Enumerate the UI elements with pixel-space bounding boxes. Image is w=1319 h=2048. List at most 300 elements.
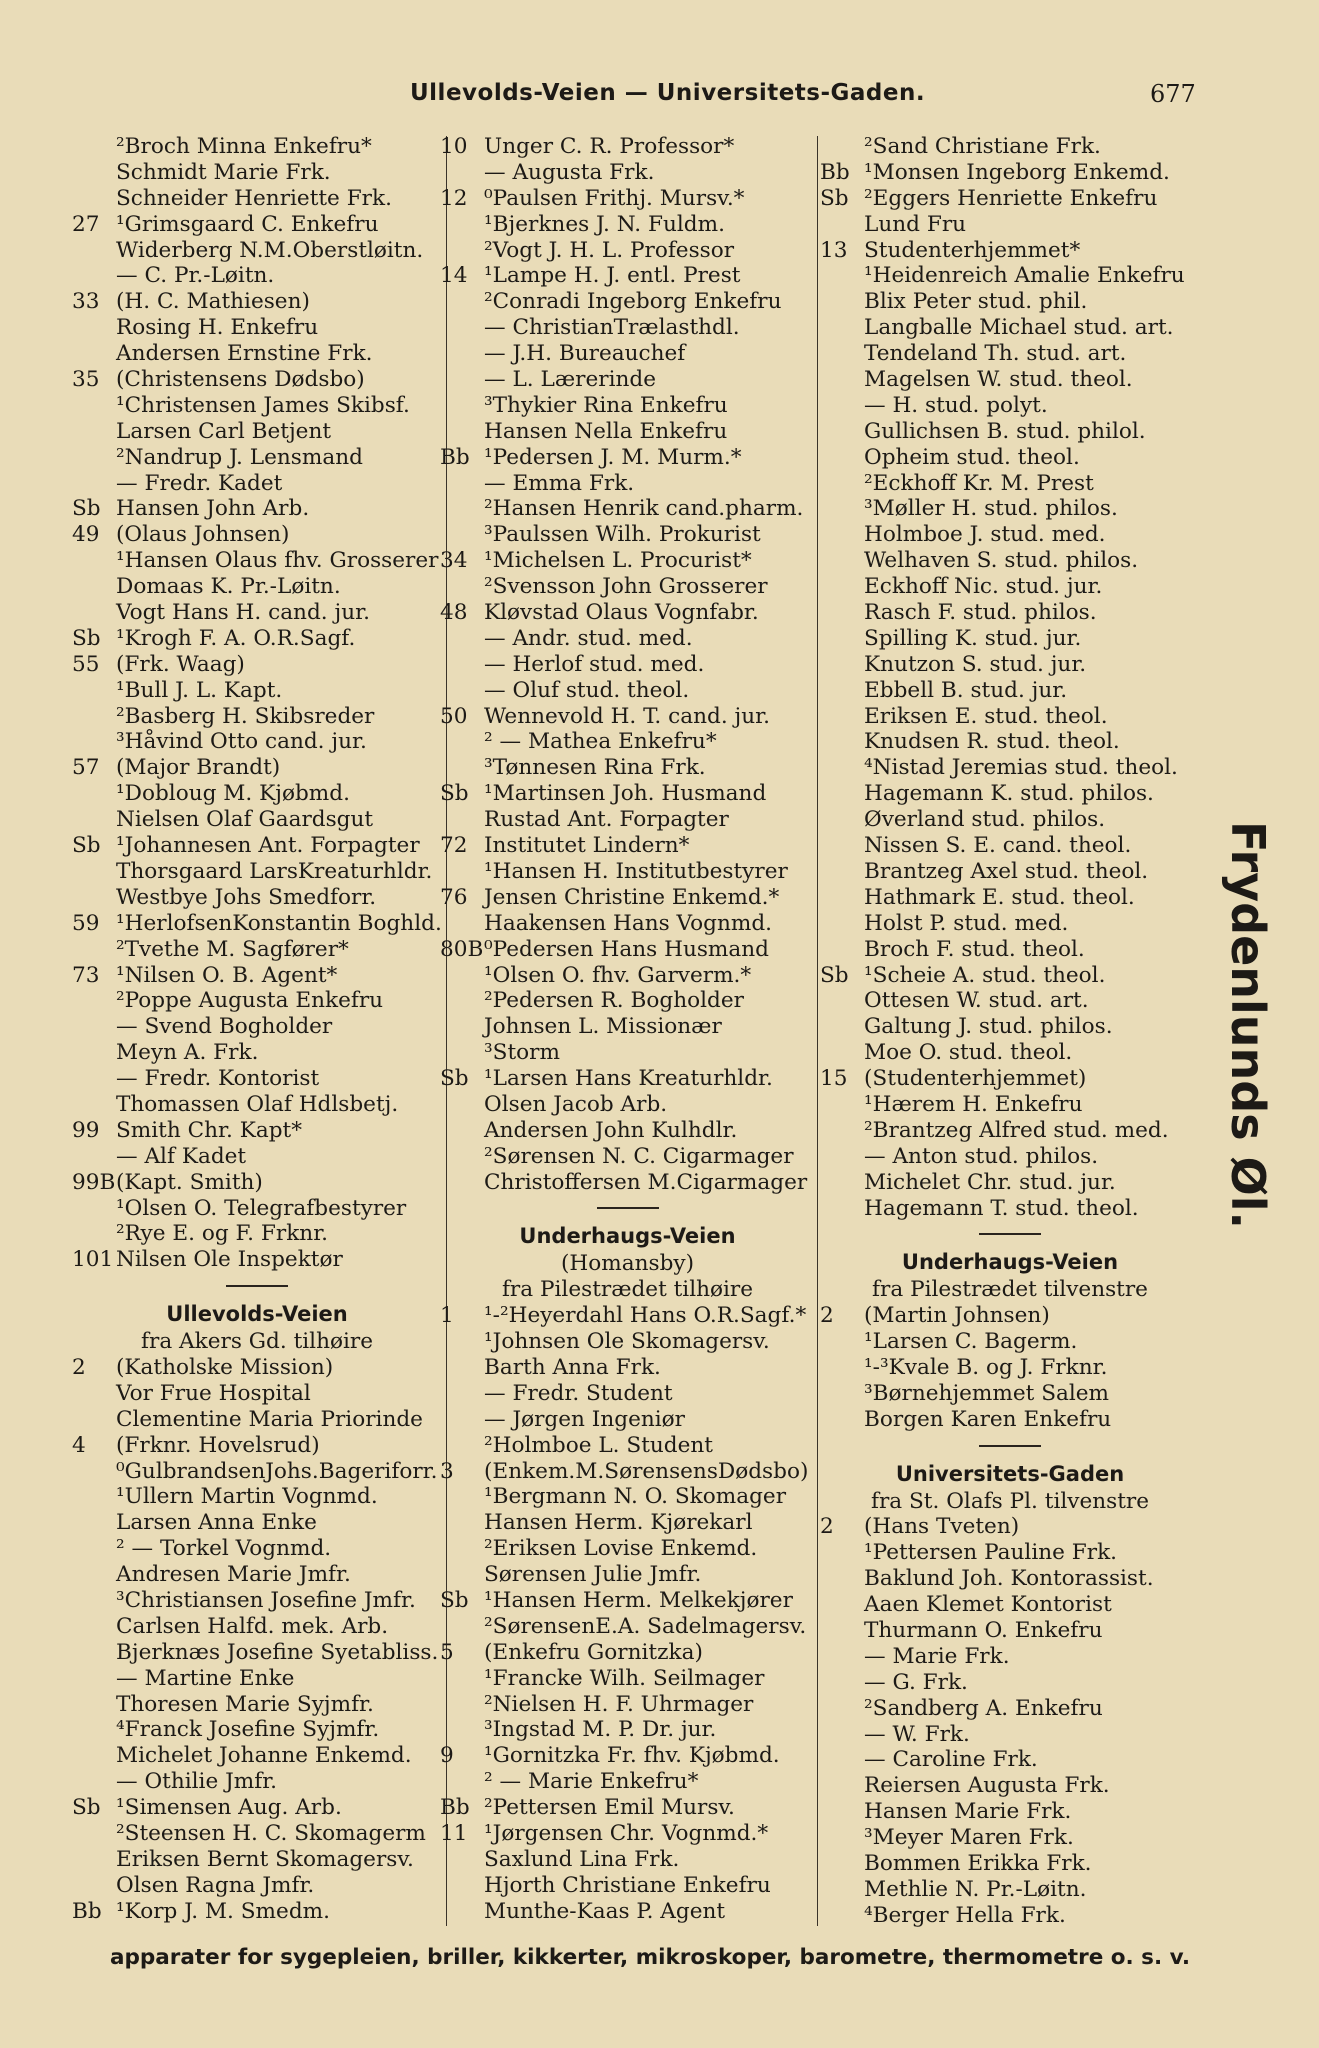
resident-text: (Martin Johnsen) [864, 1303, 1050, 1329]
directory-entry [72, 574, 442, 600]
directory-entry [72, 1640, 442, 1666]
directory-entry [820, 988, 1200, 1014]
directory-entry [440, 1459, 815, 1485]
resident-text: ¹Johannesen Ant. Forpagter [116, 833, 420, 859]
resident-text: ¹Michelsen L. Procurist* [484, 548, 752, 574]
directory-entry [820, 755, 1200, 781]
resident-text: ²Basberg H. Skibsreder [116, 703, 375, 729]
resident-text: Barth Anna Frk. [484, 1354, 661, 1380]
resident-text: Thoresen Marie Syjmfr. [116, 1691, 374, 1717]
directory-entry [440, 704, 815, 730]
resident-text: Haakensen Hans Vognmd. [484, 910, 773, 936]
street-subheading: fra Pilestrædet tilvenstre [872, 1277, 1148, 1303]
directory-entry [440, 393, 815, 419]
street-heading: Underhaugs-Veien [519, 1224, 736, 1249]
directory-entry [820, 1877, 1200, 1903]
directory-entry [440, 471, 815, 497]
directory-entry [820, 807, 1200, 833]
resident-text: Nissen S. E. cand. theol. [864, 833, 1132, 859]
resident-text: Studenterhjemmet* [864, 237, 1081, 263]
resident-text: Reiersen Augusta Frk. [864, 1773, 1110, 1799]
resident-text: ²Svensson John Grosserer [484, 574, 768, 600]
resident-text: — Oluf stud. theol. [484, 677, 690, 703]
resident-text: Gullichsen B. stud. philol. [864, 418, 1146, 444]
resident-text: ¹Bjerknes J. N. Fuldm. [484, 211, 725, 237]
resident-text: ¹Gornitzka Fr. fhv. Kjøbmd. [484, 1743, 780, 1769]
directory-entry [72, 1899, 442, 1925]
directory-entry [820, 911, 1200, 937]
directory-entry [72, 315, 442, 341]
resident-text: Hagemann T. stud. theol. [864, 1195, 1139, 1221]
directory-entry [72, 626, 442, 652]
directory-entry [440, 1769, 815, 1795]
resident-text: ⁴Berger Hella Frk. [864, 1902, 1066, 1928]
directory-entry [72, 186, 442, 212]
resident-text: Unger C. R. Professor* [484, 134, 735, 159]
resident-text: — Emma Frk. [484, 470, 635, 496]
directory-entry [440, 315, 815, 341]
resident-text: Olsen Jacob Arb. [484, 1091, 668, 1117]
resident-text: Eriksen E. stud. theol. [864, 703, 1108, 729]
directory-entry [440, 729, 815, 755]
resident-text: — H. stud. polyt. [864, 392, 1048, 418]
resident-text: Welhaven S. stud. philos. [864, 548, 1139, 574]
resident-text: Schmidt Marie Frk. [116, 159, 331, 185]
resident-text: Institutet Lindern* [484, 833, 690, 859]
directory-entry [820, 1618, 1200, 1644]
street-subheading: fra Pilestrædet tilhøire [501, 1277, 754, 1303]
resident-text: Hansen Herm. Kjørekarl [484, 1510, 753, 1536]
directory-entry [72, 1221, 442, 1247]
resident-text: Saxlund Lina Frk. [484, 1846, 680, 1872]
directory-entry [440, 419, 815, 445]
directory-entry [820, 833, 1200, 859]
resident-text: — G. Frk. [864, 1669, 968, 1695]
resident-text: Carlsen Halfd. mek. Arb. [116, 1613, 389, 1639]
resident-text: (H. C. Mathiesen) [116, 289, 310, 315]
resident-text: Thorsgaard LarsKreaturhldr. [116, 858, 433, 884]
resident-text: ²Eckhoff Kr. M. Prest [864, 470, 1094, 496]
directory-entry [440, 1692, 815, 1718]
directory-entry [440, 859, 815, 885]
directory-entry [820, 1670, 1200, 1696]
directory-entry [440, 1717, 815, 1743]
resident-text: — Svend Bogholder [116, 1014, 333, 1040]
directory-entry [440, 1170, 815, 1196]
house-number: Sb [820, 185, 849, 211]
resident-text: ⁰Pedersen Hans Husmand [484, 936, 770, 962]
resident-text: ¹Lampe H. J. entl. Prest [484, 263, 741, 289]
resident-text: — Jørgen Ingeniør [484, 1406, 685, 1432]
directory-entry [72, 1614, 442, 1640]
directory-entry [72, 1066, 442, 1092]
directory-entry [820, 160, 1200, 186]
resident-text: Andresen Marie Jmfr. [116, 1562, 351, 1588]
house-number: 80B [440, 936, 484, 962]
directory-entry [72, 1170, 442, 1196]
directory-entry [440, 988, 815, 1014]
directory-entry [440, 1040, 815, 1066]
section-divider [72, 1273, 442, 1299]
house-number: 33 [72, 289, 100, 315]
directory-entry [72, 1873, 442, 1899]
section-divider [820, 1221, 1200, 1247]
resident-text: Ebbell B. stud. jur. [864, 677, 1068, 703]
directory-entry [440, 1407, 815, 1433]
resident-text: ²Sand Christiane Frk. [864, 134, 1101, 159]
directory-entry [820, 1903, 1200, 1929]
resident-text: Domaas K. Pr.-Løitn. [116, 574, 341, 600]
directory-entry [440, 1066, 815, 1092]
resident-text: Ottesen W. stud. art. [864, 988, 1089, 1014]
resident-text: (Hans Tveten) [864, 1514, 1020, 1540]
directory-entry [440, 1640, 815, 1666]
house-number: 99B [72, 1169, 116, 1195]
house-number: 10 [440, 134, 468, 159]
resident-text: (Frknr. Hovelsrud) [116, 1432, 320, 1458]
directory-entry [72, 341, 442, 367]
directory-entry [440, 341, 815, 367]
directory-entry [820, 937, 1200, 963]
directory-entry [440, 1484, 815, 1510]
resident-text: Lund Fru [864, 211, 967, 237]
directory-entry [440, 652, 815, 678]
resident-text: Schneider Henriette Frk. [116, 185, 392, 211]
street-heading: Ullevolds-Veien [166, 1302, 348, 1327]
resident-text: ¹Scheie A. stud. theol. [864, 962, 1106, 988]
resident-text: Rustad Ant. Forpagter [484, 807, 729, 833]
directory-entry [72, 1144, 442, 1170]
directory-entry [820, 1540, 1200, 1566]
resident-text: ¹HerlofsenKonstantin Boghld. [116, 910, 442, 936]
resident-text: ²Poppe Augusta Enkefru [116, 988, 384, 1014]
directory-entry [72, 522, 442, 548]
directory-entry [440, 937, 815, 963]
page-number: 677 [1150, 80, 1196, 108]
directory-entry [820, 1066, 1200, 1092]
directory-entry [72, 1196, 442, 1222]
directory-entry [440, 522, 815, 548]
footer-advert: apparater for sygepleien, briller, kikkerter, mikroskoper, barometre, thermometre o. s. v. [110, 1945, 1191, 1970]
resident-text: Bjerknæs Josefine Syetabliss. [116, 1639, 439, 1665]
directory-entry [72, 600, 442, 626]
directory-entry [440, 186, 815, 212]
directory-entry [820, 859, 1200, 885]
directory-entry [72, 1433, 442, 1459]
resident-text: Øverland stud. philos. [864, 807, 1106, 833]
resident-text: (Frk. Waag) [116, 651, 245, 677]
directory-entry [440, 833, 815, 859]
resident-text: Langballe Michael stud. art. [864, 315, 1174, 341]
house-number: Sb [440, 1587, 469, 1613]
resident-text: ⁴Franck Josefine Syjmfr. [116, 1717, 380, 1743]
resident-text: Moe O. stud. theol. [864, 1040, 1073, 1066]
resident-text: Hansen Marie Frk. [864, 1799, 1072, 1825]
directory-entry [440, 600, 815, 626]
resident-text: ²Holmboe L. Student [484, 1432, 713, 1458]
directory-entry [72, 1795, 442, 1821]
directory-entry [820, 600, 1200, 626]
house-number: 55 [72, 651, 100, 677]
house-number: Sb [72, 1795, 101, 1821]
house-number: 76 [440, 884, 468, 910]
directory-entry [820, 1644, 1200, 1670]
resident-text: Michelet Johanne Enkemd. [116, 1743, 412, 1769]
house-number: Sb [72, 496, 101, 522]
resident-text: Borgen Karen Enkefru [864, 1406, 1112, 1432]
directory-entry [72, 807, 442, 833]
resident-text: Thurmann O. Enkefru [864, 1617, 1103, 1643]
resident-text: ³Børnehjemmet Salem [864, 1380, 1110, 1406]
directory-entry [440, 160, 815, 186]
directory-entry [440, 781, 815, 807]
directory-entry [440, 1014, 815, 1040]
resident-text: Munthe-Kaas P. Agent [484, 1898, 726, 1924]
directory-entry [820, 238, 1200, 264]
resident-text: Christoffersen M.Cigarmager [484, 1169, 808, 1195]
resident-text: ² — Mathea Enkefru* [484, 729, 717, 755]
directory-entry [72, 263, 442, 289]
directory-entry [820, 1329, 1200, 1355]
resident-text: ²Hansen Henrik cand.pharm. [484, 496, 804, 522]
directory-entry [72, 367, 442, 393]
directory-entry [820, 626, 1200, 652]
resident-text: ¹Hansen Herm. Melkekjører [484, 1587, 793, 1613]
directory-entry [820, 1514, 1200, 1540]
directory-entry [820, 885, 1200, 911]
directory-entry [440, 1795, 815, 1821]
directory-entry [820, 1170, 1200, 1196]
resident-text: ²Eggers Henriette Enkefru [864, 185, 1158, 211]
resident-text: Nielsen Olaf Gaardsgut [116, 807, 374, 833]
directory-entry [72, 1536, 442, 1562]
resident-text: Hathmark E. stud. theol. [864, 884, 1135, 910]
resident-text: ¹Krogh F. A. O.R.Sagf. [116, 625, 356, 651]
resident-text: ¹Dobloug M. Kjøbmd. [116, 781, 350, 807]
resident-text: Broch F. stud. theol. [864, 936, 1085, 962]
directory-entry [72, 833, 442, 859]
resident-text: ¹Larsen C. Bagerm. [864, 1329, 1078, 1355]
resident-text: ¹Nilsen O. B. Agent* [116, 962, 338, 988]
house-number: Sb [440, 781, 469, 807]
directory-entry [820, 652, 1200, 678]
resident-text: Larsen Anna Enke [116, 1510, 317, 1536]
house-number: 2 [820, 1514, 834, 1540]
house-number: Sb [72, 833, 101, 859]
resident-text: Magelsen W. stud. theol. [864, 367, 1133, 393]
directory-entry [440, 807, 815, 833]
resident-text: ¹Larsen Hans Kreaturhldr. [484, 1066, 773, 1092]
resident-text: ¹Hansen Olaus fhv. Grosserer [116, 548, 439, 574]
resident-text: ²SørensenE.A. Sadelmagersv. [484, 1613, 807, 1639]
directory-entry [820, 1747, 1200, 1773]
directory-entry [72, 859, 442, 885]
directory-entry [72, 911, 442, 937]
directory-entry [72, 729, 442, 755]
house-number: Sb [440, 1066, 469, 1092]
house-number: 101 [72, 1247, 114, 1273]
directory-entry [440, 212, 815, 238]
directory-entry [72, 1118, 442, 1144]
directory-entry [440, 1118, 815, 1144]
directory-entry [440, 963, 815, 989]
resident-text: ²Rye E. og F. Frknr. [116, 1221, 329, 1247]
directory-entry [820, 1773, 1200, 1799]
resident-text: (Christensens Dødsbo) [116, 367, 365, 393]
directory-entry [440, 1847, 815, 1873]
directory-entry [72, 1562, 442, 1588]
resident-text: ²Steensen H. C. Skomagerm [116, 1821, 426, 1846]
resident-text: Knutzon S. stud. jur. [864, 651, 1087, 677]
resident-text: ³Storm [484, 1040, 560, 1066]
resident-text: — Andr. stud. med. [484, 625, 693, 651]
directory-entry [820, 471, 1200, 497]
resident-text: — J.H. Bureauchef [484, 341, 686, 367]
directory-entry [440, 367, 815, 393]
directory-entry [72, 781, 442, 807]
resident-text: ¹Grimsgaard C. Enkefru [116, 211, 379, 237]
resident-text: — Fredr. Student [484, 1380, 673, 1406]
house-number: Bb [440, 1795, 470, 1821]
directory-entry [440, 1092, 815, 1118]
directory-entry [820, 729, 1200, 755]
resident-text: Aaen Klemet Kontorist [864, 1592, 1112, 1618]
resident-text: — ChristianTrælasthdl. [484, 315, 740, 341]
house-number: 15 [820, 1066, 848, 1092]
resident-text: ¹Jørgensen Chr. Vognmd.* [484, 1821, 769, 1846]
directory-entry [820, 1355, 1200, 1381]
directory-entry [72, 548, 442, 574]
resident-text: ² — Torkel Vognmd. [116, 1536, 332, 1562]
resident-text: ²Eriksen Lovise Enkemd. [484, 1536, 758, 1562]
house-number: 9 [440, 1743, 454, 1769]
resident-text: ¹Francke Wilh. Seilmager [484, 1665, 765, 1691]
resident-text: Eriksen Bernt Skomagersv. [116, 1846, 414, 1872]
resident-text: ²Pedersen R. Bogholder [484, 988, 744, 1014]
directory-entry [72, 963, 442, 989]
directory-entry [72, 1040, 442, 1066]
directory-entry [440, 238, 815, 264]
directory-entry [440, 1303, 815, 1329]
house-number: 50 [440, 703, 468, 729]
directory-entry [820, 781, 1200, 807]
directory-entry [72, 937, 442, 963]
directory-entry [820, 341, 1200, 367]
resident-text: Wennevold H. T. cand. jur. [484, 703, 770, 729]
resident-text: ⁰GulbrandsenJohs.Bageriforr. [116, 1458, 438, 1484]
house-number: 35 [72, 367, 100, 393]
resident-text: ⁰Paulsen Frithj. Mursv.* [484, 185, 745, 211]
directory-entry [72, 1092, 442, 1118]
directory-entry [440, 911, 815, 937]
resident-text: Hansen Nella Enkefru [484, 418, 728, 444]
side-advert-text: Frydenlunds Øl. [1221, 821, 1275, 1229]
house-number: 4 [72, 1432, 86, 1458]
resident-text: Methlie N. Pr.-Løitn. [864, 1876, 1087, 1902]
resident-text: (Major Brandt) [116, 755, 281, 781]
directory-entry [440, 134, 815, 160]
resident-text: — Marie Frk. [864, 1643, 1010, 1669]
directory-entry [820, 1118, 1200, 1144]
resident-text: Meyn A. Frk. [116, 1040, 259, 1066]
resident-text: ¹Christensen James Skibsf. [116, 392, 410, 418]
street-subheading: fra Akers Gd. tilhøire [141, 1329, 373, 1355]
directory-entry [72, 988, 442, 1014]
directory-entry [820, 263, 1200, 289]
house-number: Bb [440, 444, 470, 470]
directory-entry [72, 1247, 442, 1273]
house-number: 49 [72, 522, 100, 548]
directory-entry [72, 1014, 442, 1040]
resident-text: Bommen Erikka Frk. [864, 1851, 1092, 1876]
street-subheading: (Homansby) [560, 1251, 695, 1277]
directory-entry [820, 522, 1200, 548]
house-number: 59 [72, 910, 100, 936]
resident-text: (Enkem.M.SørensensDødsbo) [484, 1458, 809, 1484]
house-number: 99 [72, 1117, 100, 1143]
directory-entry [440, 1821, 815, 1847]
resident-text: (Katholske Mission) [116, 1354, 334, 1380]
directory-entry [72, 238, 442, 264]
directory-entry [72, 1821, 442, 1847]
resident-text: ²Tvethe M. Sagfører* [116, 936, 349, 962]
directory-entry [820, 186, 1200, 212]
house-number: 5 [440, 1639, 454, 1665]
directory-entry [440, 1666, 815, 1692]
directory-entry [820, 419, 1200, 445]
directory-entry [72, 1459, 442, 1485]
directory-entry [440, 263, 815, 289]
resident-text: Blix Peter stud. phil. [864, 289, 1088, 315]
directory-entry [72, 419, 442, 445]
directory-entry [820, 704, 1200, 730]
resident-text: Baklund Joh. Kontorassist. [864, 1566, 1154, 1592]
directory-entry [440, 1510, 815, 1536]
resident-text: ³Ingstad M. P. Dr. jur. [484, 1717, 717, 1743]
resident-text: Thomassen Olaf Hdlsbetj. [116, 1091, 399, 1117]
house-number: 14 [440, 263, 468, 289]
resident-text: — L. Lærerinde [484, 367, 657, 393]
resident-text: ³Tønnesen Rina Frk. [484, 755, 706, 781]
house-number: Sb [72, 625, 101, 651]
resident-text: (Studenterhjemmet) [864, 1066, 1087, 1092]
house-number: 72 [440, 833, 468, 859]
resident-text: Brantzeg Axel stud. theol. [864, 858, 1149, 884]
directory-entry [72, 471, 442, 497]
directory-entry [72, 1743, 442, 1769]
directory-column-1 [72, 134, 442, 1925]
resident-text: ¹Johnsen Ole Skomagersv. [484, 1329, 770, 1355]
directory-entry [72, 885, 442, 911]
resident-text: — Augusta Frk. [484, 159, 655, 185]
resident-text: Nilsen Ole Inspektør [116, 1247, 343, 1273]
page-header [0, 78, 1319, 118]
resident-text: ¹Bergmann N. O. Skomager [484, 1484, 787, 1510]
directory-entry [72, 212, 442, 238]
resident-text: ²Broch Minna Enkefru* [116, 134, 372, 159]
directory-entry [820, 315, 1200, 341]
house-number: 57 [72, 755, 100, 781]
directory-entry [820, 1144, 1200, 1170]
resident-text: Vogt Hans H. cand. jur. [116, 600, 370, 626]
directory-entry [820, 1851, 1200, 1877]
resident-text: ⁴Nistad Jeremias stud. theol. [864, 755, 1178, 781]
resident-text: — Othilie Jmfr. [116, 1769, 278, 1795]
resident-text: ²Nielsen H. F. Uhrmager [484, 1691, 754, 1717]
directory-entry [820, 1407, 1200, 1433]
resident-text: ¹Martinsen Joh. Husmand [484, 781, 767, 807]
resident-text: ¹Heidenreich Amalie Enkefru [864, 263, 1185, 289]
